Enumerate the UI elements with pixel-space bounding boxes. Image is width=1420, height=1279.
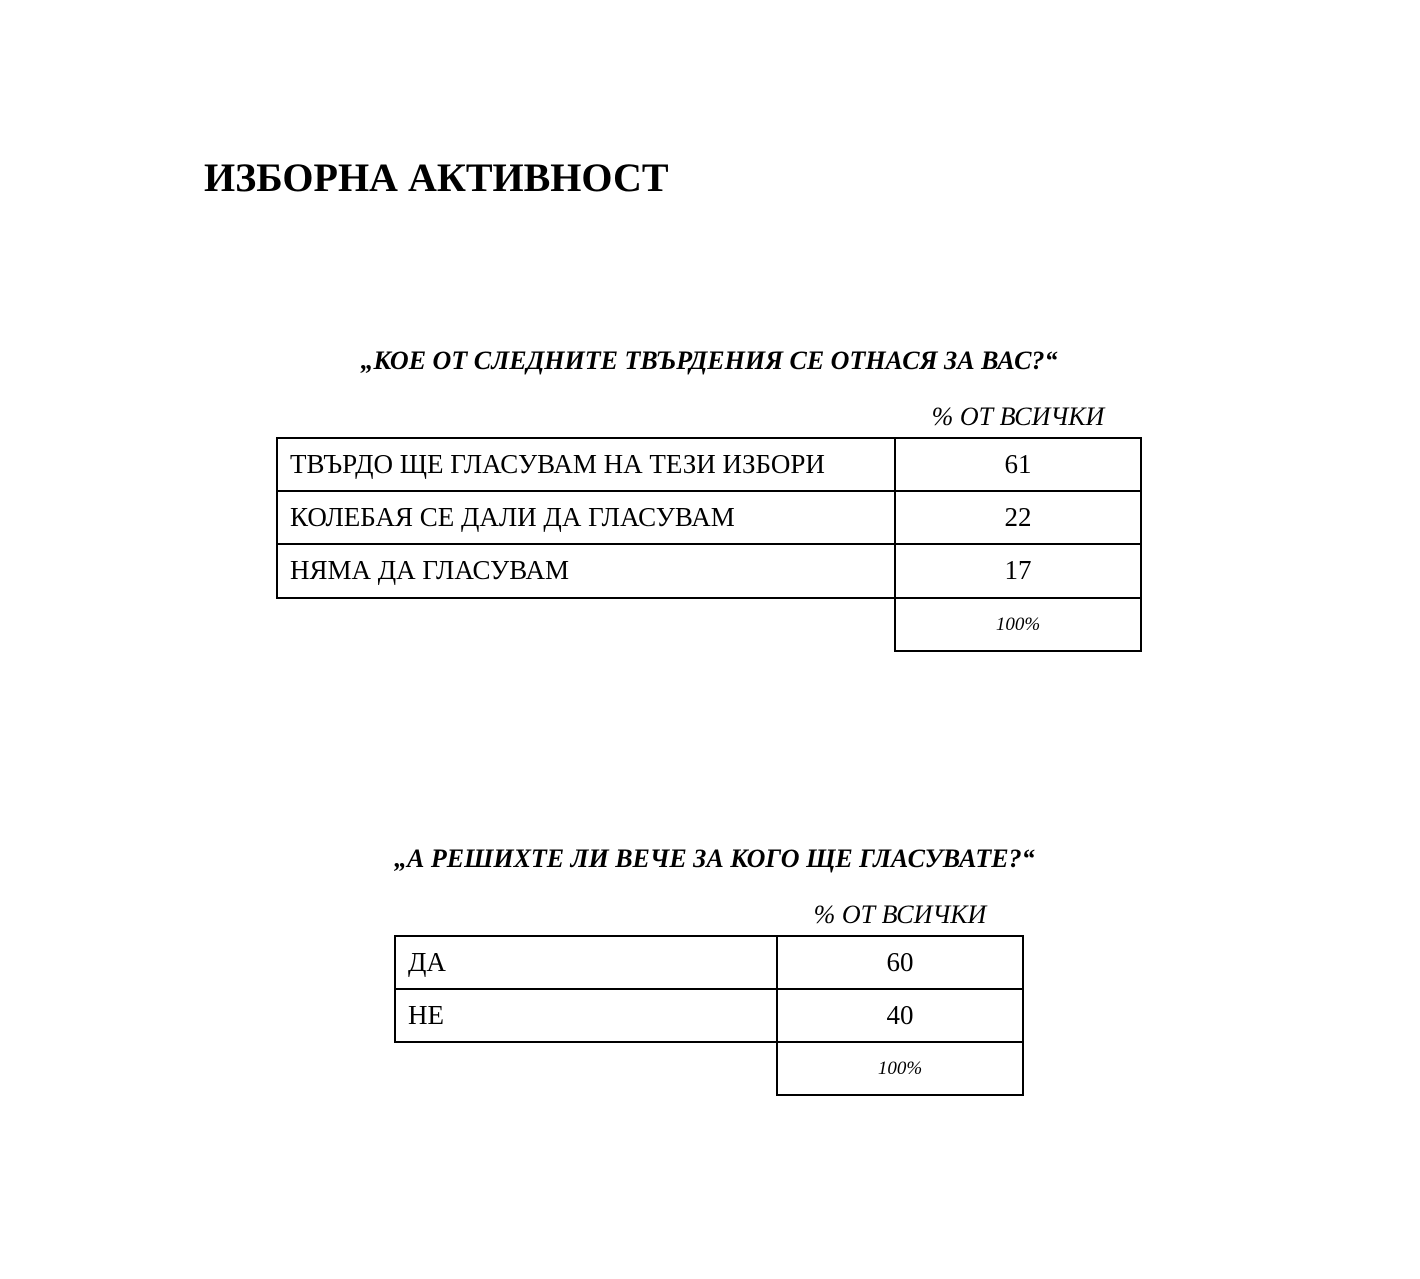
column-header: % ОТ ВСИЧКИ (813, 900, 987, 929)
total-cell: 100% (894, 597, 1142, 652)
row-label: КОЛЕБАЯ СЕ ДАЛИ ДА ГЛАСУВАМ (276, 490, 896, 545)
row-value: 22 (894, 490, 1142, 545)
column-header: % ОТ ВСИЧКИ (931, 402, 1105, 431)
row-label: ТВЪРДО ЩЕ ГЛАСУВАМ НА ТЕЗИ ИЗБОРИ (276, 437, 896, 492)
row-value: 17 (894, 543, 1142, 599)
question-heading: „А РЕШИХТЕ ЛИ ВЕЧЕ ЗА КОГО ЩЕ ГЛАСУВАТЕ?“ (394, 844, 1035, 873)
page-title: ИЗБОРНА АКТИВНОСТ (204, 155, 669, 200)
row-label: ДА (394, 935, 778, 990)
question-heading: „КОЕ ОТ СЛЕДНИТЕ ТВЪРДЕНИЯ СЕ ОТНАСЯ ЗА ВАС?“ (360, 346, 1058, 375)
row-value: 60 (776, 935, 1024, 990)
row-label: НЯМА ДА ГЛАСУВАМ (276, 543, 896, 599)
row-value: 61 (894, 437, 1142, 492)
total-cell: 100% (776, 1041, 1024, 1096)
row-label: НЕ (394, 988, 778, 1043)
row-value: 40 (776, 988, 1024, 1043)
